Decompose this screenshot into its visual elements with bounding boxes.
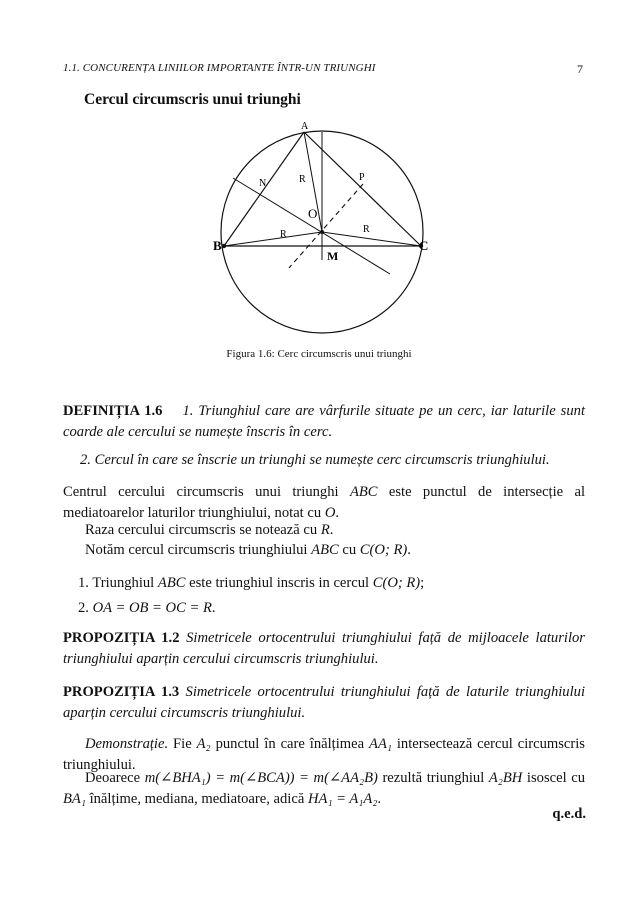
running-header — [63, 62, 583, 74]
proposition-1-3 — [63, 682, 585, 724]
label-r-oc: R — [363, 224, 370, 235]
circumcircle-figure — [200, 112, 460, 347]
label-n: N — [259, 178, 267, 189]
label-r-oa: R — [299, 174, 306, 185]
page-number: 7 — [577, 62, 583, 76]
definition-item-2: 2. Cercul în care se înscrie un triunghi se numește cerc circumscris triunghiului. — [80, 452, 550, 468]
radius-ob — [224, 232, 322, 246]
section-title: Cercul circumscris unui triunghi — [84, 91, 301, 108]
body-paragraph-3: Notăm cercul circumscris triunghiului ABC cu C(O; R). — [85, 542, 411, 558]
bisector-ac-dashed — [289, 184, 363, 268]
body-paragraph-1: Centrul cercului circumscris unui triunghi ABC este punctul de intersecție al mediatoarelor laturilor triunghiului, notat cu O. — [63, 484, 586, 521]
list-item-2: 2. OA = OB = OC = R. — [78, 600, 216, 616]
proposition-1-2 — [63, 628, 585, 670]
definition-block — [63, 401, 585, 443]
label-o: O — [308, 206, 318, 221]
running-title: 1.1. CONCURENȚA LINIILOR IMPORTANTE ÎNTR-UN TRIUNGHI — [63, 62, 376, 74]
label-m: M — [327, 249, 339, 263]
proposition-1-3-text: Simetricele ortocentrului triunghiului față de laturile triunghiului aparțin cercului circumscris triunghiului. — [63, 684, 586, 721]
figure-caption: Figura 1.6: Cerc circumscris unui triunghi — [226, 348, 412, 360]
label-c: C — [419, 238, 429, 253]
proof-paragraph-1: Demonstrație. Fie A₂ punctul în care înălțimea AA₁ intersectează cercul circumscris triunghiului. — [63, 736, 585, 773]
proposition-1-3-label: PROPOZIȚIA 1.3 — [63, 684, 180, 700]
qed-mark: q.e.d. — [552, 806, 586, 822]
label-r-ob: R — [280, 229, 287, 240]
vertex-b-point — [222, 244, 226, 248]
radius-oc — [322, 232, 421, 246]
list-item-1: 1. Triunghiul ABC este triunghiul inscris in cercul C(O; R); — [78, 575, 425, 591]
body-paragraph-2: Raza cercului circumscris se notează cu R. — [85, 522, 334, 538]
label-b: B — [213, 238, 222, 253]
center-point — [320, 230, 324, 234]
proof-paragraph-2: Deoarece m(∠BHA₁) = m(∠BCA)) = m(∠AA₂B) rezultă triunghiul A₂BH isoscel cu BA₁ înălțime, mediana, mediatoare, adică HA₁ = A₁A₂. — [63, 770, 585, 807]
definition-item-1: 1. Triunghiul care are vârfurile situate pe un cerc, iar laturile sunt coarde ale cercului se numește înscris în cerc. — [63, 403, 585, 440]
proof-label: Demonstrație. — [85, 736, 169, 752]
label-a: A — [301, 121, 309, 132]
definition-label: DEFINIȚIA 1.6 — [63, 403, 163, 419]
label-p: P — [359, 172, 365, 183]
proposition-1-2-label: PROPOZIȚIA 1.2 — [63, 630, 180, 646]
proposition-1-2-text: Simetricele ortocentrului triunghiului față de mijloacele laturilor triunghiului aparțin cercului circumscris triunghiului. — [63, 630, 585, 667]
